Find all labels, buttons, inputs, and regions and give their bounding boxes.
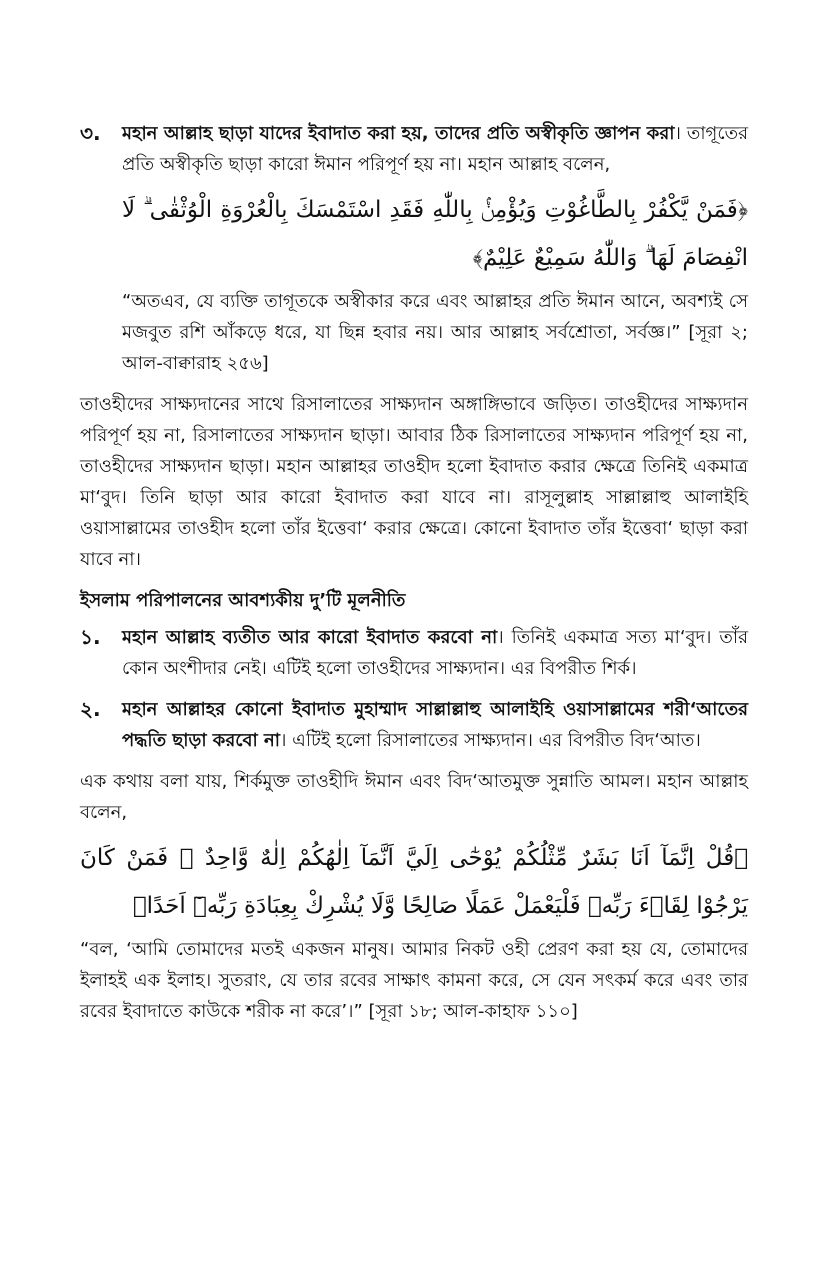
principle-1-text: । তিনিই একমাত্র সত্য মা‘বুদ। তাঁর কোন অংশীদার নেই। এটিই হলো তাওহীদের সাক্ষ্যদান। এর বিপরীত শির্ক। bbox=[122, 627, 748, 679]
principle-1-body bbox=[122, 622, 748, 684]
arabic-verse-2: ﴿قُلْ اِنَّمَآ اَنَا بَشَرٌ مِّثْلُكُمْ يُوْحٰٓى اِلَيَّ اَنَّمَآ اِلٰهُكُمْ اِلٰهٌ وَّاحِدٌ ۚ فَمَنْ كَانَ يَرْجُوْا لِقَاۤءَ رَبِّهٖ فَلْيَعْمَلْ عَمَلًا صَالِحًا وَّلَا يُشْرِكْ بِعِبَادَةِ رَبِّهٖٓ اَحَدًا﴾ bbox=[80, 845, 748, 919]
principle-2-number: ২. bbox=[80, 697, 101, 721]
item-3-text: । তাগূতের প্রতি অস্বীকৃতি ছাড়া কারো ঈমান পরিপূর্ণ হয় না। মহান আল্লাহ বলেন, bbox=[122, 123, 748, 175]
section-heading: ইসলাম পরিপালনের আবশ্যকীয় দু’টি মূলনীতি bbox=[80, 590, 406, 611]
paragraph-1: তাওহীদের সাক্ষ্যদানের সাথে রিসালাতের সাক্ষ্যদান অঙ্গাঙ্গিভাবে জড়িত। তাওহীদের সাক্ষ্যদান পরিপূর্ণ হয় না, রিসালাতের সাক্ষ্যদান ছাড়া। আবার ঠিক রিসালাতের সাক্ষ্যদান পরিপূর্ণ হয় না, তাওহীদের সাক্ষ্যদান ছাড়া। মহান আল্লাহর তাওহীদ হলো ইবাদাত করার ক্ষেত্রে তিনিই একমাত্র মা‘বুদ। তিনি ছাড়া আর কারো ইবাদাত করা যাবে না। রাসূলুল্লাহ সাল্লাল্লাহু আলাইহি ওয়াসাল্লামের তাওহীদ হলো তাঁর ইত্তেবা‘ করার ক্ষেত্রে। কোনো ইবাদাত তাঁর ইত্তেবা‘ ছাড়া করা যাবে না। bbox=[80, 394, 748, 570]
principle-1 bbox=[80, 622, 748, 684]
arabic-verse-1: ﴿فَمَنْ يَّكْفُرْ بِالطَّاغُوْتِ وَيُؤْمِنْۢ بِاللّٰهِ فَقَدِ اسْتَمْسَكَ بِالْعُرْوَةِ الْوُثْقٰى ۗ لَا انْفِصَامَ لَهَا ۗ وَاللّٰهُ سَمِيْعٌ عَلِيْمٌ﴾ bbox=[122, 197, 748, 271]
item-3 bbox=[80, 118, 748, 379]
item-3-bold-text: মহান আল্লাহ ছাড়া যাদের ইবাদাত করা হয়, তাদের প্রতি অস্বীকৃতি জ্ঞাপন করা bbox=[122, 123, 675, 144]
principle-2 bbox=[80, 694, 748, 756]
translation-1 bbox=[122, 286, 748, 379]
item-3-number: ৩. bbox=[80, 121, 101, 145]
translation-2 bbox=[80, 934, 748, 1027]
reference-1: [সূরা ২; আল-বাক্বারাহ ২৫৬] bbox=[122, 322, 748, 374]
principle-2-bold-text: মহান আল্লাহর কোনো ইবাদাত মুহাম্মাদ সাল্লাল্লাহু আলাইহি ওয়াসাল্লামের শরী‘আতের পদ্ধতি ছাড়া করবো না bbox=[122, 699, 748, 751]
translation-2-text: “বল, ‘আমি তোমাদের মতই একজন মানুষ। আমার নিকট ওহী প্রেরণ করা হয় যে, তোমাদের ইলাহই এক ইলাহ। সুতরাং, যে তার রবের সাক্ষাৎ কামনা করে, সে যেন সৎকর্ম করে এবং তার রবের ইবাদাতে কাউকে শরীক না করে’।” bbox=[80, 939, 748, 1022]
principle-2-text: । এটিই হলো রিসালাতের সাক্ষ্যদান। এর বিপরীত বিদ‘আত। bbox=[280, 730, 701, 751]
paragraph-2: এক কথায় বলা যায়, শির্কমুক্ত তাওহীদি ঈমান এবং বিদ‘আতমুক্ত সুন্নাতি আমল। মহান আল্লাহ বলেন, bbox=[80, 771, 748, 823]
translation-1-text: “অতএব, যে ব্যক্তি তাগূতকে অস্বীকার করে এবং আল্লাহর প্রতি ঈমান আনে, অবশ্যই সে মজবুত রশি আঁকড়ে ধরে, যা ছিন্ন হবার নয়। আর আল্লাহ সর্বশ্রোতা, সর্বজ্ঞ।” bbox=[122, 291, 748, 343]
item-3-body bbox=[122, 118, 748, 379]
reference-2: [সূরা ১৮; আল-কাহাফ ১১০] bbox=[362, 1001, 578, 1022]
principle-1-number: ১. bbox=[80, 625, 101, 649]
principle-1-bold-text: মহান আল্লাহ ব্যতীত আর কারো ইবাদাত করবো না bbox=[122, 627, 498, 648]
principle-2-body bbox=[122, 694, 748, 756]
